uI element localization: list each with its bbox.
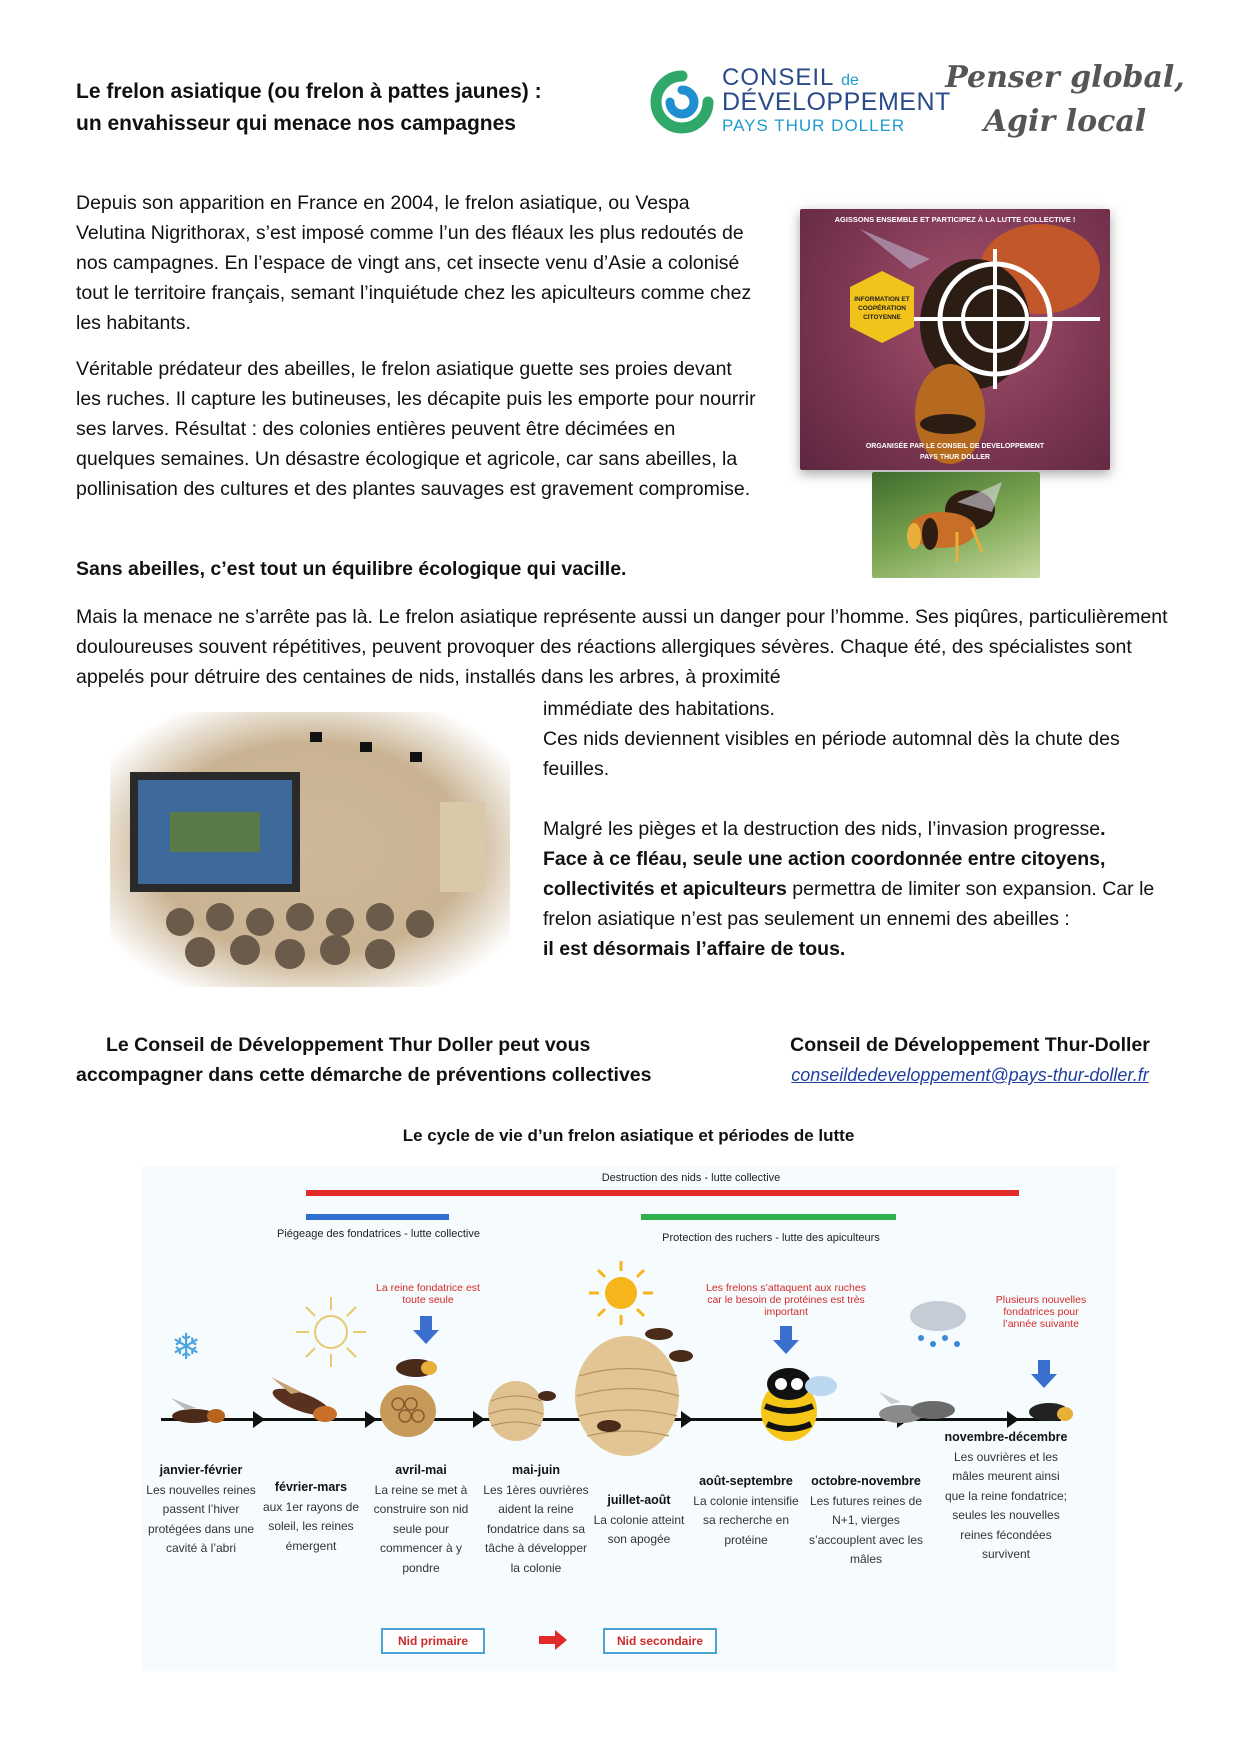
figure-title: Le cycle de vie d’un frelon asiatique et périodes de lutte — [402, 1126, 855, 1145]
meeting-scene-icon — [110, 712, 510, 987]
poster-bottom-text: ORGANISÉE PAR LE CONSEIL DE DEVELOPPEMENT PAYS THUR DOLLER — [865, 443, 1045, 461]
hornet-target-icon — [800, 209, 1110, 470]
contact-email-link[interactable]: conseildedeveloppement@pays-thur-doller.fr — [791, 1065, 1149, 1085]
queen-hornet-icon — [166, 1394, 236, 1434]
motto — [935, 56, 1195, 144]
arrow-right-icon — [539, 1630, 569, 1650]
period-apr-may: avril-mai La reine se met à construire son nid seule pour commencer à y pondre — [373, 1463, 469, 1575]
paragraph-intro: Depuis son apparition en France en 2004, le frelon asiatique, ou Vespa Velutina Nigrithorax, s’est imposé comme l’un des fléaux les plus redoutés de nos campagnes. En l’espace de vingt ans, cet insecte venu d’Asie a colonisé tout le territoire français, semant l’inquiétude chez les apiculteurs comme chez les habitants. — [76, 192, 752, 334]
snowflake-icon: ❄ — [171, 1326, 202, 1367]
lifecycle-figure — [141, 1166, 1116, 1671]
support-line-1: Le Conseil de Développement Thur Doller peut vous — [106, 1034, 591, 1056]
motto-line-2: Agir local — [983, 104, 1147, 139]
nests-line-2: Ces nids deviennent visibles en période automnal dès la chute des feuilles. — [543, 728, 1120, 780]
motto-line-1: Penser global, — [945, 60, 1185, 95]
surviving-queen-icon — [1021, 1388, 1081, 1433]
period-jan-feb: janvier-février Les nouvelles reines passent l’hiver protégées dans une cavité à l’abri — [146, 1463, 256, 1555]
emerging-hornet-icon — [261, 1372, 341, 1432]
conseil-logo — [640, 60, 951, 140]
poster-top-text: AGISSONS ENSEMBLE ET PARTICIPEZ À LA LUTTE COLLECTIVE ! — [834, 215, 1076, 224]
nid-secondaire-badge: Nid secondaire — [603, 1628, 717, 1654]
conclusion-line-2: Face à ce fléau, seule une action coordonnée entre citoyens, collectivités et apiculteurs permettra de limiter son expansion. Car le frelon asiatique n’est pas seulement un ennemi des abeilles : — [543, 848, 1155, 930]
support-line-2: accompagner dans cette démarche de préventions collectives — [76, 1064, 652, 1086]
angry-hornet-icon — [739, 1356, 839, 1446]
hornet-photo — [872, 472, 1040, 578]
nests-line-1: immédiate des habitations. — [543, 698, 775, 720]
title-line-1: Le frelon asiatique (ou frelon à pattes jaunes) : — [76, 80, 542, 103]
campaign-poster — [800, 209, 1110, 470]
support-statement — [76, 1030, 676, 1090]
bar-protection — [641, 1214, 896, 1220]
nid-primaire-badge: Nid primaire — [381, 1628, 485, 1654]
logo-line-3: PAYS THUR DOLLER — [722, 116, 906, 135]
secondary-nest-icon — [569, 1316, 699, 1456]
conclusion-line-1: Malgré les pièges et la destruction des nids, l’invasion progresse. — [543, 818, 1106, 840]
sun-outline-icon — [291, 1292, 371, 1372]
logo-line-1: CONSEIL de — [722, 64, 859, 91]
logo-line-2: DÉVELOPPEMENT — [722, 88, 951, 116]
poster-badge: INFORMATION ET COOPÉRATION CITOYENNE — [854, 296, 910, 321]
contact-title: Conseil de Développement Thur-Doller — [790, 1034, 1150, 1056]
rain-cloud-icon — [903, 1294, 973, 1354]
bar-destruction — [306, 1190, 1019, 1196]
conclusion-line-3: il est désormais l’affaire de tous. — [543, 938, 846, 960]
bar-label-destruction: Destruction des nids - lutte collective — [601, 1172, 781, 1184]
title-line-2: un envahisseur qui menace nos campagnes — [76, 112, 516, 135]
contact-block — [770, 1030, 1170, 1092]
paragraph-predator: Véritable prédateur des abeilles, le frelon asiatique guette ses proies devant les ruches. Il capture les butineuses, les décapite puis les emporte pour nourrir ses larves. Résultat : des colonies entières peuvent être décimées en quelques semaines. Un désastre écologique et agricole, car sans abeilles, la pollinisation des cultures et des plantes sauvages est gravement compromise. — [76, 358, 756, 500]
bar-label-piegeage: Piégeage des fondatrices - lutte collective — [276, 1228, 480, 1240]
meeting-photo — [110, 712, 510, 987]
bar-label-protection: Protection des ruchers - lutte des apiculteurs — [662, 1232, 880, 1244]
paragraph-key-message: Sans abeilles, c’est tout un équilibre écologique qui vacille. — [76, 558, 627, 580]
note-reine: La reine fondatrice est toute seule — [376, 1282, 480, 1306]
period-jul-aug: juillet-août La colonie atteint son apogée — [593, 1493, 685, 1546]
primary-nest-icon — [371, 1346, 446, 1441]
paragraph-conclusion — [543, 814, 1183, 964]
period-may-jun: mai-juin Les 1ères ouvrières aident la reine fondatrice dans sa tâche à développer la colonie — [483, 1463, 589, 1575]
arrow-down-icon — [771, 1326, 801, 1356]
arrow-down-icon — [1029, 1360, 1059, 1390]
note-frelons: Les frelons s’attaquent aux ruches car le besoin de protéines est très important — [706, 1282, 866, 1318]
period-aug-sep: août-septembre La colonie intensifie sa recherche en protéine — [693, 1474, 799, 1547]
period-nov-dec: novembre-décembre Les ouvrières et les mâles meurent ainsi que la reine fondatrice; seules les nouvelles reines fécondées survivent — [944, 1430, 1068, 1561]
period-oct-nov: octobre-novembre Les futures reines de N+1, vierges s’accouplent avec les mâles — [808, 1474, 924, 1566]
hornet-icon — [872, 472, 1040, 578]
period-feb-mar: février-mars aux 1er rayons de soleil, les reines émergent — [262, 1480, 360, 1553]
paragraph-nests — [543, 694, 1183, 784]
arrow-down-icon — [411, 1316, 441, 1346]
paragraph-danger: Mais la menace ne s’arrête pas là. Le frelon asiatique représente aussi un danger pour l’homme. Ses piqûres, particulièrement douloureuses souvent répétitives, peuvent provoquer des réactions allergiques sévères. Chaque été, des spécialistes sont appelés pour détruire des centaines de nids, installés dans les arbres, à proximité — [76, 606, 1168, 688]
note-fondatrices: Plusieurs nouvelles fondatrices pour l’année suivante — [995, 1294, 1087, 1330]
bar-piegeage — [306, 1214, 449, 1220]
growing-nest-icon — [481, 1366, 561, 1446]
logo-mark-icon — [642, 66, 722, 136]
page-title — [76, 76, 636, 140]
